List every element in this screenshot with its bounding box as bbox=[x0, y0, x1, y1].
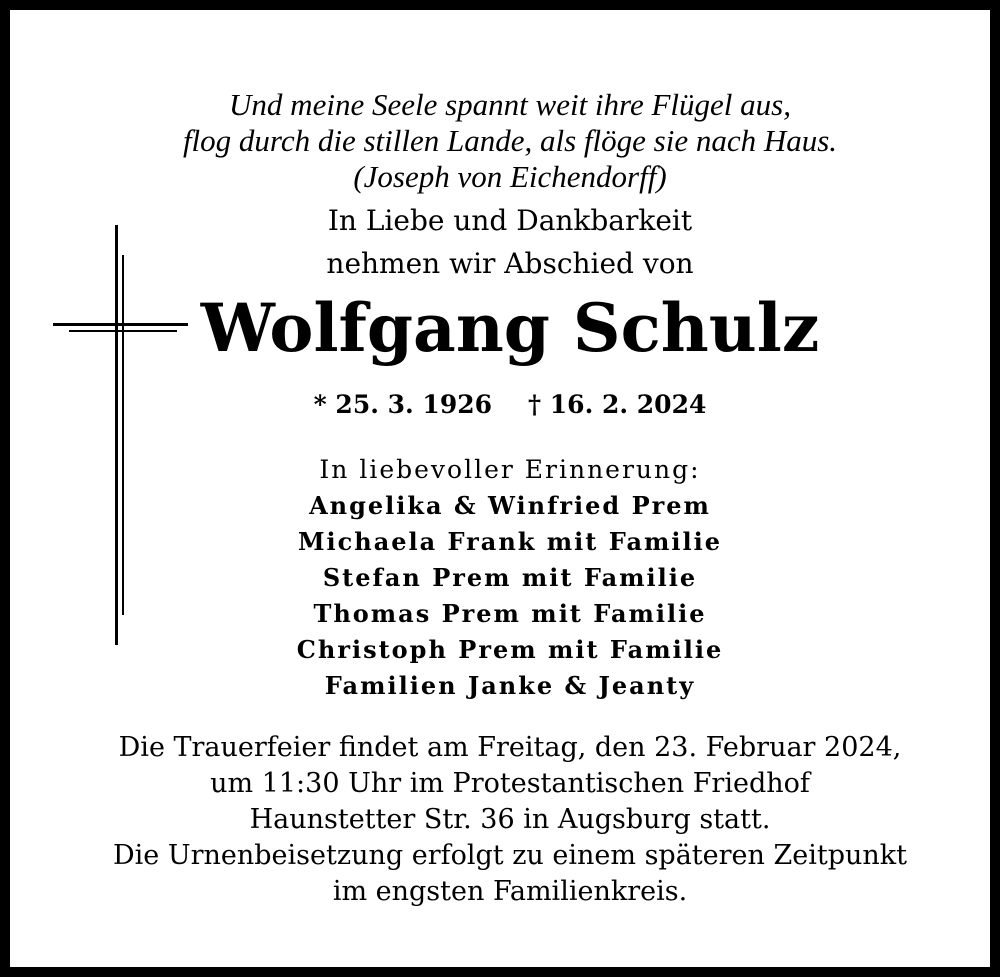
mourner-name: Thomas Prem mit Familie bbox=[313, 599, 707, 628]
mourners-heading: In liebevoller Erinnerung: bbox=[319, 455, 701, 484]
service-line-1: Die Trauerfeier findet am Freitag, den 23. Februar 2024, bbox=[118, 732, 902, 763]
death-date: † 16. 2. 2024 bbox=[528, 390, 707, 419]
intro-line-1: In Liebe und Dankbarkeit bbox=[327, 204, 693, 237]
service-line-5: im engsten Familienkreis. bbox=[332, 876, 688, 907]
mourner-name: Angelika & Winfried Prem bbox=[309, 491, 711, 520]
service-line-4: Die Urnenbeisetzung erfolgt zu einem späteren Zeitpunkt bbox=[113, 840, 907, 871]
deceased-name: Wolfgang Schulz bbox=[200, 289, 820, 367]
quote-line-1: Und meine Seele spannt weit ihre Flügel aus, bbox=[229, 87, 791, 122]
quote-line-2: flog durch die stillen Lande, als flöge sie nach Haus. bbox=[182, 123, 838, 158]
mourner-name: Stefan Prem mit Familie bbox=[322, 563, 698, 592]
intro-line-2: nehmen wir Abschied von bbox=[326, 247, 694, 280]
service-line-3: Haunstetter Str. 36 in Augsburg statt. bbox=[249, 804, 771, 835]
quote-author: (Joseph von Eichendorff) bbox=[353, 159, 667, 194]
mourner-name: Familien Janke & Jeanty bbox=[324, 671, 696, 700]
mourner-name: Christoph Prem mit Familie bbox=[296, 635, 724, 664]
birth-date: * 25. 3. 1926 bbox=[313, 390, 492, 419]
mourner-name: Michaela Frank mit Familie bbox=[297, 527, 723, 556]
service-line-2: um 11:30 Uhr im Protestantischen Friedhof bbox=[210, 768, 810, 799]
cross-icon bbox=[50, 222, 192, 647]
